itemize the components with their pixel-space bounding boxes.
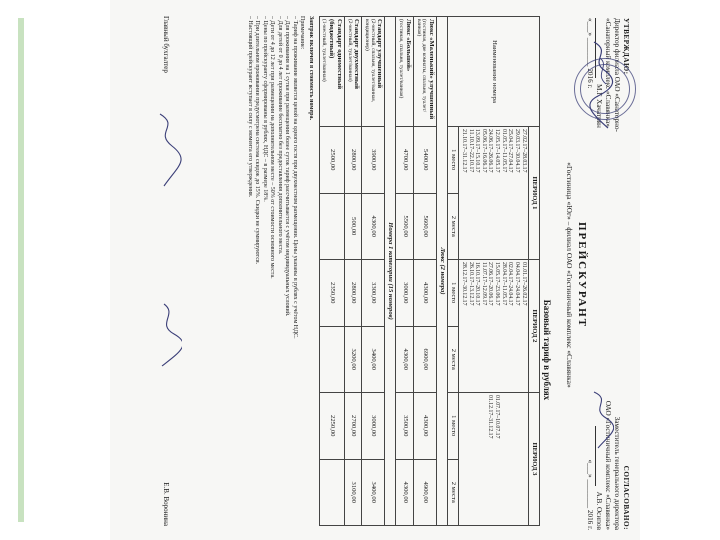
section-row: [436, 17, 447, 526]
section-row: [385, 17, 396, 526]
price-cell: 2700,00: [344, 393, 361, 460]
room-cell: [319, 17, 344, 127]
note-line: – Для проживания на 1 сутки при размещении более суток тариф рассчитывается с учётом индивидуальных условий.: [284, 16, 291, 317]
room-name: Стандарт двухместный: [353, 19, 361, 89]
period-dates: 01.07.17–10.07.17 01.12.17–31.12.17: [459, 393, 529, 526]
note-line: – При длительном проживании предусмотрена система скидок до 15%. Скидки не суммируются.: [254, 16, 261, 265]
room-name: Люкс «Маленький» улучшенный: [427, 19, 435, 120]
approval-line: Заместитель генерального директора: [613, 416, 621, 530]
price-cell: 2350,00: [319, 260, 344, 327]
section-title-text: Номера 1 категории: [387, 222, 395, 282]
room-cell: [396, 17, 413, 127]
price-cell: 3100,00: [344, 459, 361, 526]
period-label: ПЕРИОД 1: [531, 176, 538, 210]
room-name: Стандарт одноместный (бюджетный): [327, 19, 343, 90]
price-cell: [319, 326, 344, 393]
occupancy-cell: 2 места: [447, 326, 458, 393]
room-description: (гостиная, две комнаты, спальня, туалет/ванная): [415, 19, 428, 113]
price-cell: 4300,00: [362, 193, 385, 260]
price-cell: 4900,00: [413, 459, 436, 526]
period-dates: 01.01.17–26.02.17 04.04.17–24.04.17 02.04.17–24.04.17 28.04.17–11.05.17 15.05.17–23.06.17 27.06.17–20.06.17 11.07.17–12.09.17 16.10.17–20.10.17 26.10.17–13.12.17 28.12.17–30.12.17: [459, 260, 529, 393]
approval-line: Директор филиала ОАО «Санаторно-: [613, 18, 621, 132]
section-subtitle-text: (15 номеров): [387, 283, 395, 320]
signature-scribble-icon: [586, 40, 616, 130]
document-subtitle: «Гостиница «Юг» – филиал ОАО «Гостиничный комплекс «Славянка»: [565, 162, 574, 388]
table-row: [413, 17, 436, 526]
price-table: [319, 16, 540, 526]
approval-date: «___» ________ 2016 г.: [586, 459, 594, 530]
price-cell: 4700,00: [396, 127, 413, 194]
occupancy-cell: 1 место: [447, 127, 458, 194]
room-cell: [344, 17, 361, 127]
section-title: [385, 17, 396, 526]
room-column-header: Наименование номера: [447, 17, 539, 127]
accountant-title: Главный бухгалтер: [162, 16, 170, 73]
price-cell: 500,00: [344, 193, 361, 260]
price-cell: [319, 193, 344, 260]
price-cell: 4300,00: [396, 459, 413, 526]
note-line: – Цены по прейскуранту сформированы в рублях, НДС – в размере 18%.: [262, 16, 268, 202]
document-page: [110, 0, 640, 540]
price-cell: 4300,00: [396, 326, 413, 393]
period-header: [528, 260, 539, 393]
scanned-document: [110, 0, 640, 540]
price-cell: 3200,00: [344, 326, 361, 393]
decorative-left-line: [18, 18, 24, 522]
price-cell: 3400,00: [362, 326, 385, 393]
note-line: – Дети от 4 до 12 лет при размещении на дополнительном месте – 50% от стоимости основного места.: [269, 16, 276, 279]
table-row: [396, 17, 413, 526]
room-name: Люкс «Большой»: [404, 19, 412, 72]
price-cell: 2800,00: [344, 127, 361, 194]
price-cell: 3000,00: [362, 393, 385, 460]
price-cell: 2500,00: [319, 127, 344, 194]
occupancy-cell: 2 места: [447, 193, 458, 260]
approval-title: СОГЛАСОВАНО:: [622, 465, 630, 530]
signature-scribble-icon: [588, 390, 614, 450]
price-cell: 6900,00: [413, 326, 436, 393]
price-cell: 3500,00: [396, 393, 413, 460]
approval-line: ОАО «Гостиничный комплекс «Славянка»: [604, 400, 612, 530]
price-cell: 3000,00: [396, 260, 413, 327]
signer-name: А.В. Осипов: [595, 491, 603, 530]
price-cell: 4300,00: [413, 393, 436, 460]
price-cell: 3300,00: [362, 260, 385, 327]
note-line: – Тариф на проживание является ценой на одного гостя при двухместном размещении. Цены указаны в рублях с учётом НДС.: [292, 16, 298, 339]
signer-name: М.Г. Хачатрян: [595, 84, 603, 128]
price-cell: 2250,00: [319, 393, 344, 460]
room-description: (гостиная, спальня, туалет/ванная): [398, 19, 405, 99]
footer-signatures: [161, 16, 170, 526]
price-cell: [319, 459, 344, 526]
price-cell: 5400,00: [413, 127, 436, 194]
section-title: Люкс (2 номера): [436, 17, 447, 526]
accountant-name: Е.В. Воронина: [162, 482, 170, 526]
occupancy-cell: 1 место: [447, 393, 458, 460]
price-cell: 3900,00: [362, 127, 385, 194]
notes-block: [246, 16, 315, 526]
table-row: [344, 17, 361, 526]
room-description: (2-местный, спальня, туалет/ванная, кондиционер): [364, 19, 376, 103]
document-title: ПРЕЙСКУРАНТ: [576, 221, 588, 329]
room-name: Стандарт улучшенный: [376, 19, 384, 89]
room-description: (2-местный, туалет/ванная): [346, 19, 353, 82]
approval-title: УТВЕРЖДАЮ:: [622, 18, 630, 75]
note-line: Примечание:: [299, 16, 306, 50]
room-description: (1-местный, туалет/ванная): [321, 19, 328, 82]
price-cell: 5600,00: [413, 193, 436, 260]
tariff-heading: Базовый тариф в рублях: [542, 299, 552, 401]
approval-date: «___» ________ 2016 г.: [586, 18, 594, 89]
price-cell: 2800,00: [344, 260, 361, 327]
occupancy-cell: 2 места: [447, 459, 458, 526]
period-label: ПЕРИОД 2: [531, 309, 538, 343]
period-label: ПЕРИОД 3: [531, 442, 538, 476]
period-dates: 27.02.17–28.03.17 29.03.17–30.04.17 25.04.17–27.04.17 01.05.17–11.05.17 12.05.17–14.05.17 24.06.17–26.06.17 05.06.17–16.06.17 13.09.17–15.10.17 11.10.17–22.10.17 21.10.17–31.12.17: [459, 127, 529, 260]
occupancy-cell: 1 место: [447, 260, 458, 327]
table-row: [319, 17, 344, 526]
approval-line: «Санаторный комплекс «Славянка»: [604, 18, 612, 127]
price-cell: 5500,00: [396, 193, 413, 260]
period-header: [528, 393, 539, 526]
price-cell: 3400,00: [362, 459, 385, 526]
table-row: [362, 17, 385, 526]
note-line: – Настоящий прейскурант вступает в силу с момента его утверждения.: [247, 16, 253, 198]
room-cell: [362, 17, 385, 127]
price-cell: 4300,00: [413, 260, 436, 327]
room-cell: [413, 17, 436, 127]
notes-heading: Завтрак включен в стоимость номера.: [308, 16, 314, 120]
note-line: – Для детей от 0 до 4 лет проживание бесплатно без предоставления дополнительного места.: [277, 16, 283, 255]
period-header: [528, 127, 539, 260]
table-header-row: [528, 17, 539, 526]
